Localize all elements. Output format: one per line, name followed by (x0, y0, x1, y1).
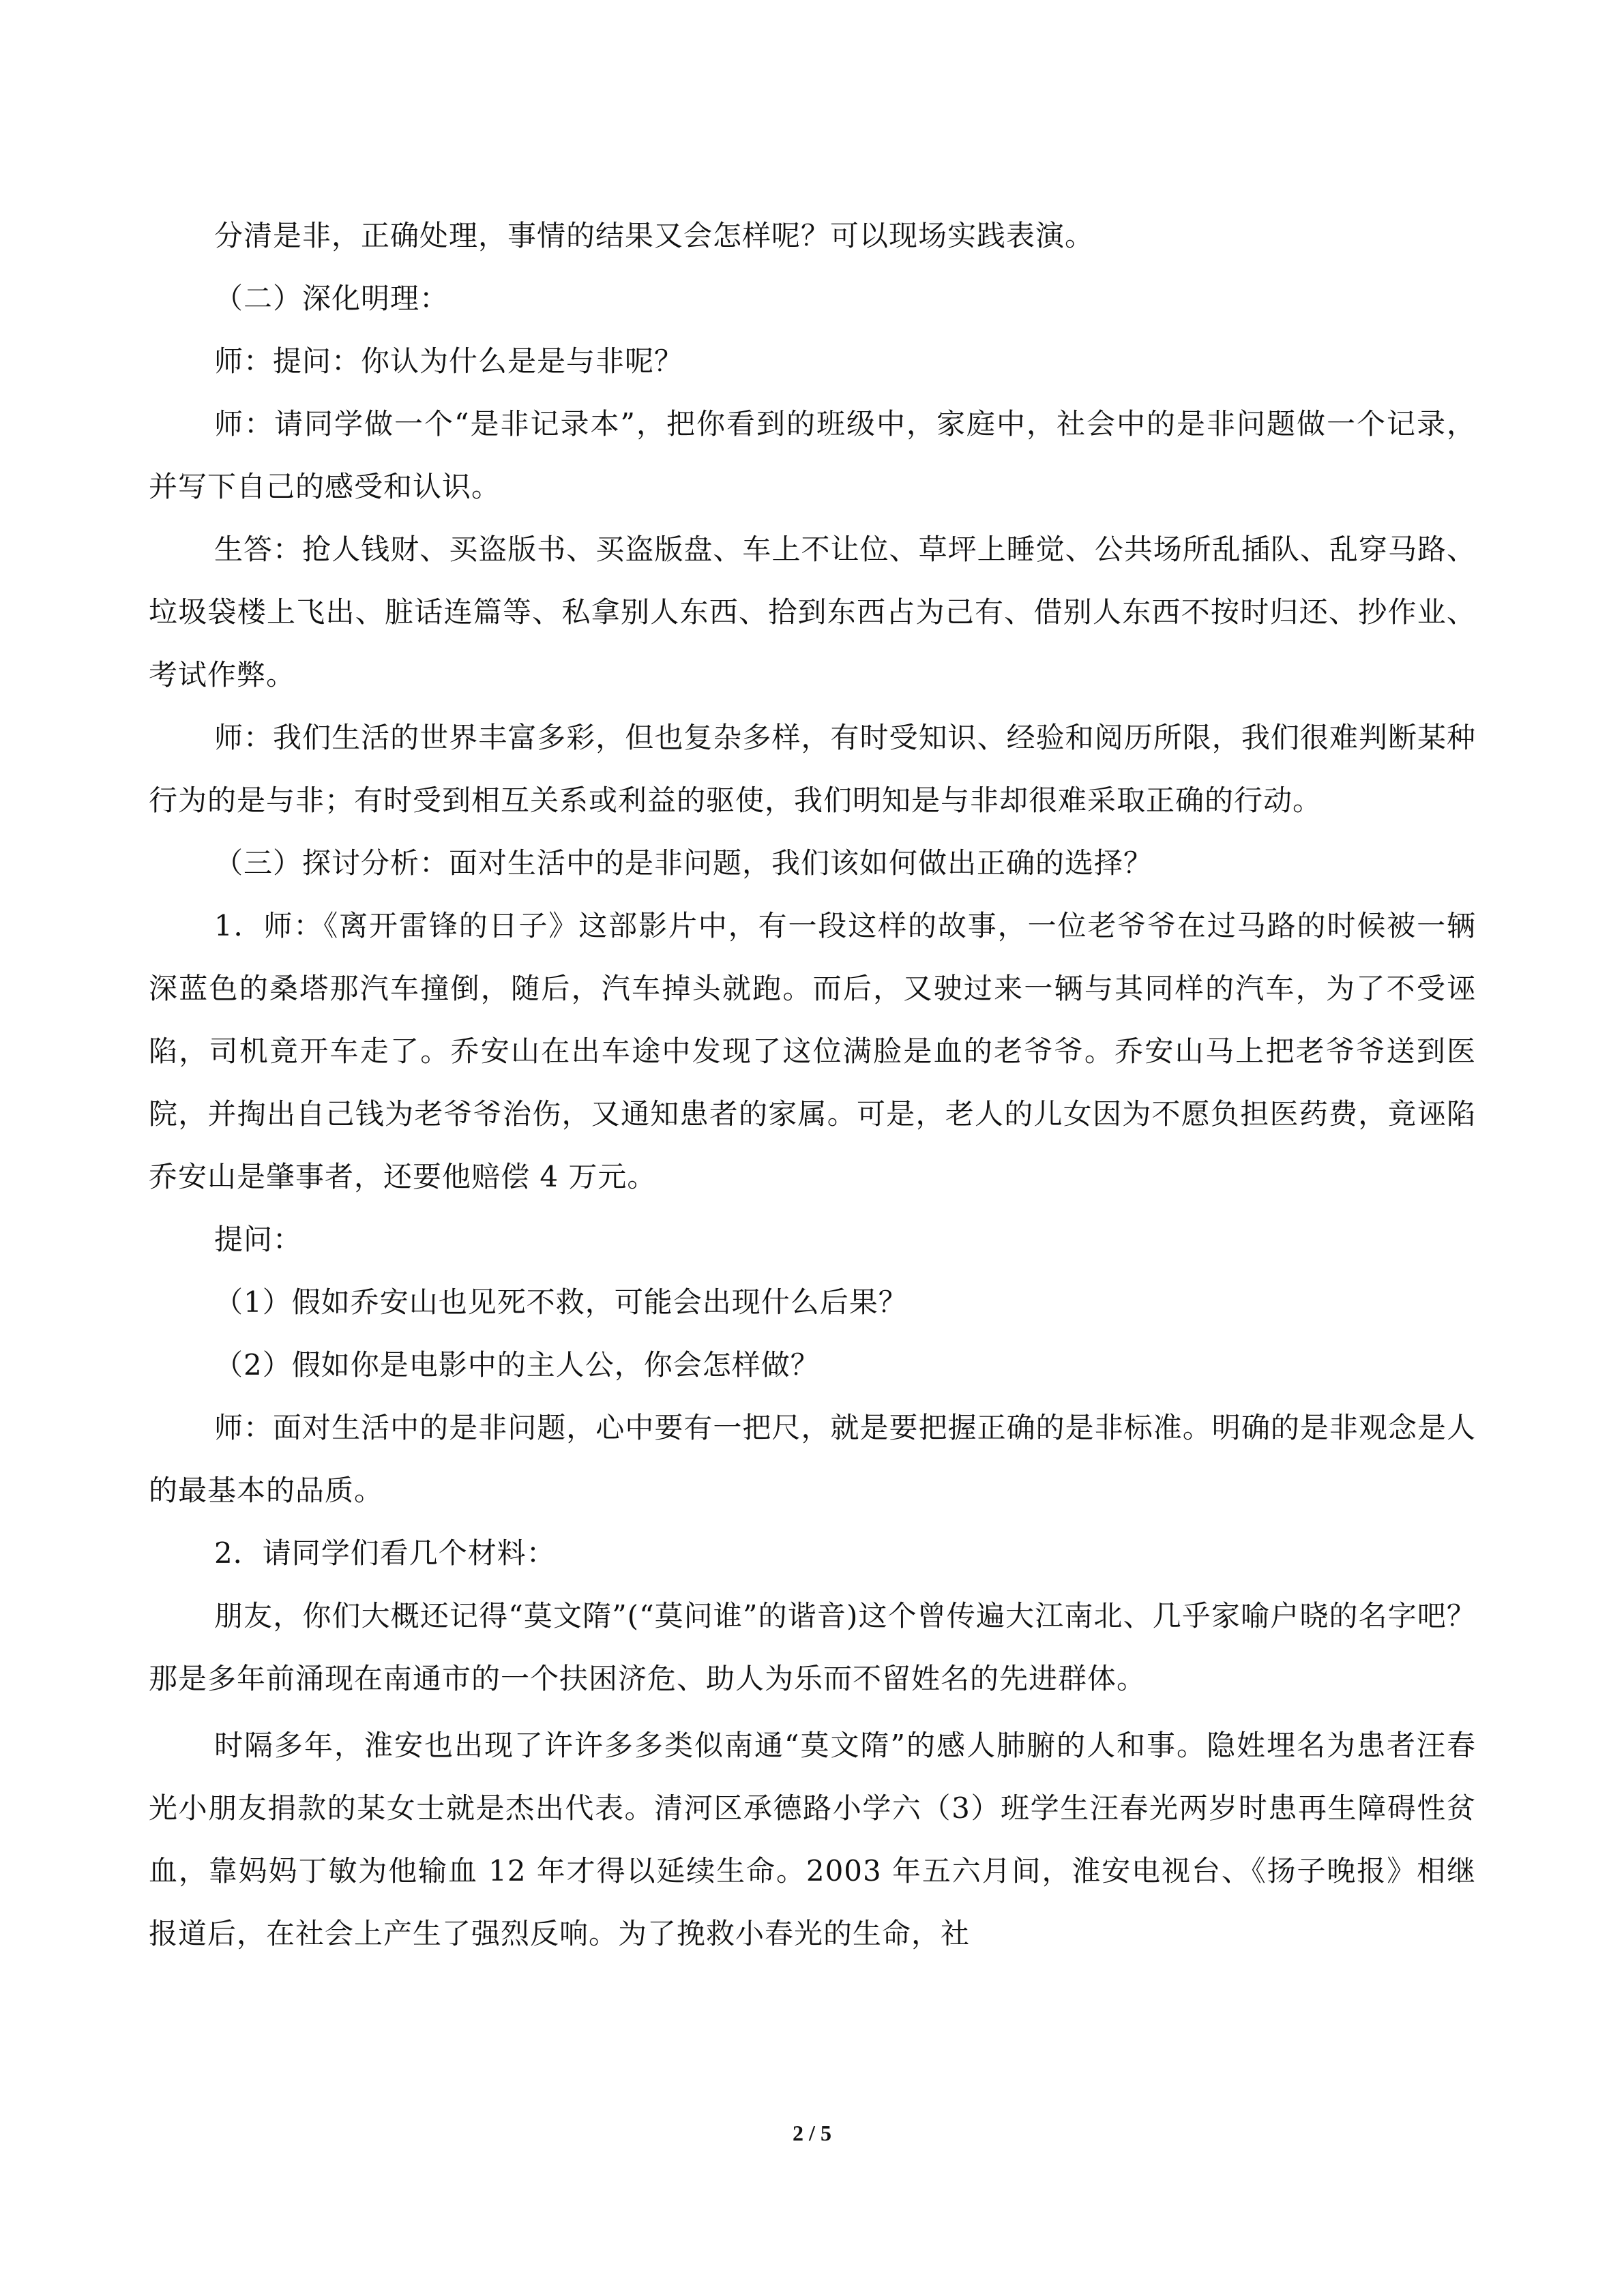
paragraph: 师：面对生活中的是非问题，心中要有一把尺，就是要把握正确的是非标准。明确的是非观念是人的最基本的品质。 (149, 1411, 1476, 1507)
question-item: （2）假如你是电影中的主人公，你会怎样做？ (214, 1348, 820, 1382)
paragraph: 生答：抢人钱财、买盗版书、买盗版盘、车上不让位、草坪上睡觉、公共场所乱插队、乱穿马路、垃圾袋楼上飞出、脏话连篇等、私拿别人东西、拾到东西占为己有、借别人东西不按时归还、抄作业、考试作弊。 (149, 533, 1476, 691)
section-heading: （三）探讨分析：面对生活中的是非问题，我们该如何做出正确的选择？ (214, 846, 1153, 880)
paragraph: 分清是非，正确处理，事情的结果又会怎样呢？可以现场实践表演。 (214, 219, 1095, 252)
paragraph: 师：我们生活的世界丰富多彩，但也复杂多样，有时受知识、经验和阅历所限，我们很难判断某种行为的是与非；有时受到相互关系或利益的驱使，我们明知是与非却很难采取正确的行动。 (149, 721, 1476, 817)
paragraph: 师：请同学做一个“是非记录本”，把你看到的班级中，家庭中，社会中的是非问题做一个记录，并写下自己的感受和认识。 (149, 407, 1476, 503)
paragraph: 2．请同学们看几个材料： (214, 1536, 556, 1570)
document-body (149, 205, 1476, 1965)
paragraph: 1．师：《离开雷锋的日子》这部影片中，有一段这样的故事，一位老爷爷在过马路的时候被一辆深蓝色的桑塔那汽车撞倒，随后，汽车掉头就跑。而后，又驶过来一辆与其同样的汽车，为了不受诬陷，司机竟开车走了。乔安山在出车途中发现了这位满脸是血的老爷爷。乔安山马上把老爷爷送到医院，并掏出自己钱为老爷爷治伤，又通知患者的家属。可是，老人的儿女因为不愿负担医药费，竟诬陷乔安山是肇事者，还要他赔偿 4 万元。 (149, 909, 1476, 1193)
paragraph: 朋友，你们大概还记得“莫文隋”(“莫问谁”的谐音)这个曾传遍大江南北、几乎家喻户晓的名字吧？那是多年前涌现在南通市的一个扶困济危、助人为乐而不留姓名的先进群体。 (149, 1599, 1476, 1695)
section-heading: （二）深化明理： (214, 282, 449, 315)
paragraph: 时隔多年，淮安也出现了许许多多类似南通“莫文隋”的感人肺腑的人和事。隐姓埋名为患者汪春光小朋友捐款的某女士就是杰出代表。清河区承德路小学六（3）班学生汪春光两岁时患再生障碍性贫血，靠妈妈丁敏为他输血 12 年才得以延续生命。2003 年五六月间，淮安电视台、《扬子晚报》相继报道后，在社会上产生了强烈反响。为了挽救小春光的生命，社 (149, 1729, 1476, 1950)
question-item: （1）假如乔安山也见死不救，可能会出现什么后果？ (214, 1285, 908, 1319)
paragraph: 师：提问：你认为什么是是与非呢？ (214, 344, 684, 378)
page-number: 2 / 5 (793, 2121, 831, 2145)
paragraph: 提问： (214, 1223, 303, 1256)
